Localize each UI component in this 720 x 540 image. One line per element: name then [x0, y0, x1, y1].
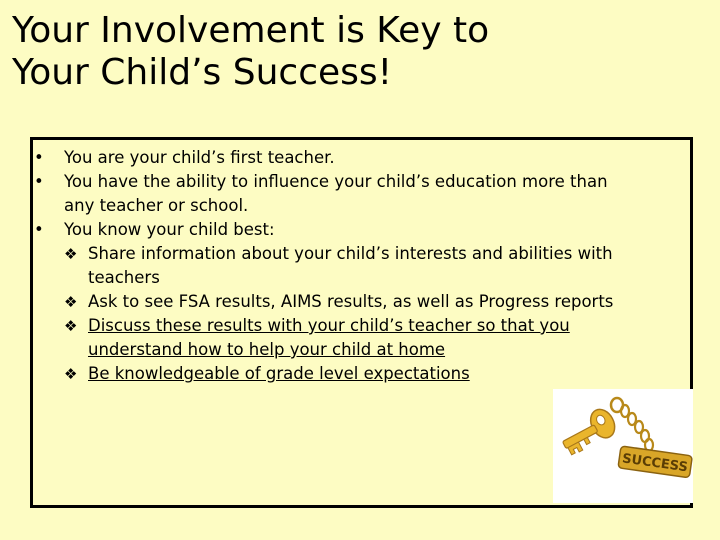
bullet-list — [34, 146, 674, 386]
sub-bullet-item — [34, 362, 674, 386]
sub-bullet-text: Ask to see FSA results, AIMS results, as well as Progress reports — [88, 292, 614, 311]
bullet-item — [34, 170, 674, 218]
title-line-2: Your Child’s Success! — [12, 52, 393, 93]
slide-title — [12, 10, 712, 94]
bullet-dot-icon: • — [34, 220, 44, 239]
sub-bullet-item — [34, 290, 674, 314]
sub-bullet-item — [34, 242, 674, 290]
sub-bullet-text-continued: teachers — [88, 268, 160, 287]
key-illustration — [553, 389, 693, 503]
bullet-text: You know your child best: — [64, 220, 275, 239]
sub-bullet-text: Discuss these results with your child’s teacher so that you — [88, 316, 570, 335]
sub-bullet-text: Share information about your child’s interests and abilities with — [88, 244, 613, 263]
bullet-dot-icon: • — [34, 172, 44, 191]
diamond-bullet-icon: ❖ — [64, 317, 78, 335]
success-tag-text: SUCCESS — [621, 451, 689, 476]
sub-bullet-item — [34, 314, 674, 362]
diamond-bullet-icon: ❖ — [64, 365, 78, 383]
diamond-bullet-icon: ❖ — [64, 293, 78, 311]
bullet-item — [34, 218, 674, 242]
bullet-text-continued: any teacher or school. — [64, 196, 249, 215]
sub-bullet-text-continued: understand how to help your child at home — [88, 340, 446, 359]
golden-key-success-icon — [553, 389, 693, 503]
title-line-1: Your Involvement is Key to — [12, 10, 490, 51]
bullet-text: You are your child’s first teacher. — [64, 148, 335, 167]
sub-bullet-text: Be knowledgeable of grade level expectations — [88, 364, 470, 383]
diamond-bullet-icon: ❖ — [64, 245, 78, 263]
bullet-dot-icon: • — [34, 148, 44, 167]
bullet-item — [34, 146, 674, 170]
bullet-text: You have the ability to influence your child’s education more than — [64, 172, 608, 191]
